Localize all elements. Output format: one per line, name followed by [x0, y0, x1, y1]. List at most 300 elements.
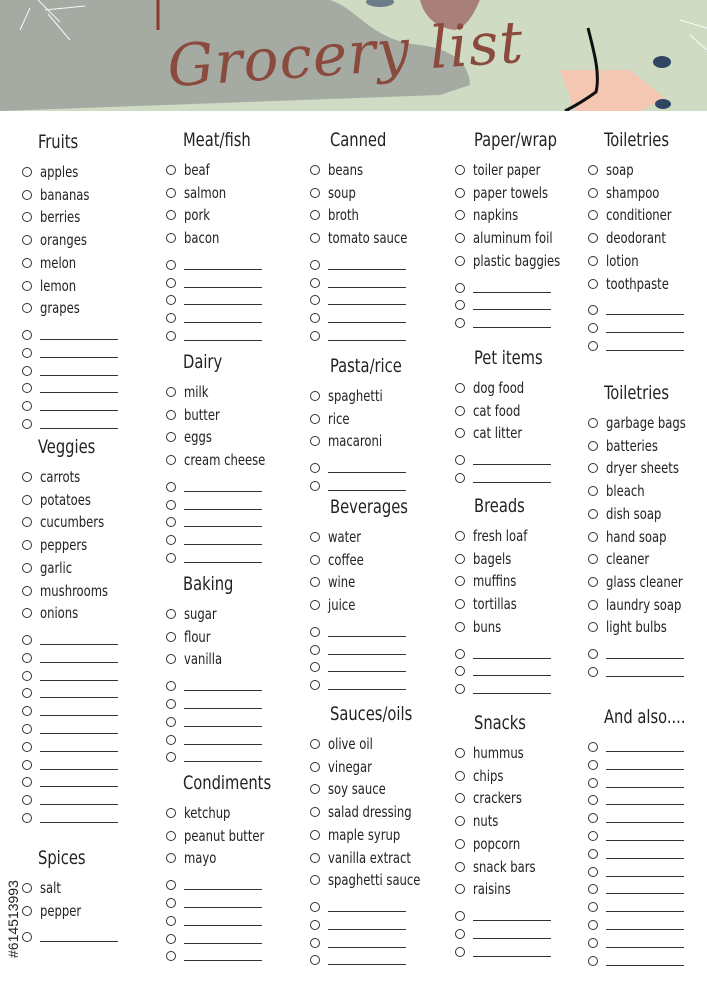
- checkbox-circle[interactable]: [455, 622, 465, 632]
- checkbox-circle[interactable]: [310, 645, 320, 655]
- checkbox-circle[interactable]: [310, 875, 320, 885]
- write-in-line[interactable]: [184, 544, 262, 545]
- checkbox-circle[interactable]: [22, 653, 32, 663]
- checkbox-circle[interactable]: [310, 577, 320, 587]
- checkbox-circle[interactable]: [22, 671, 32, 681]
- checkbox-circle[interactable]: [455, 383, 465, 393]
- checkbox-circle[interactable]: [310, 739, 320, 749]
- write-in-line[interactable]: [473, 482, 551, 483]
- item-label: vanilla extract: [328, 848, 411, 867]
- checkbox-circle[interactable]: [455, 839, 465, 849]
- item-label: tortillas: [473, 595, 517, 614]
- checkbox-circle[interactable]: [22, 330, 32, 340]
- checkbox-circle[interactable]: [455, 406, 465, 416]
- checkbox-circle[interactable]: [588, 305, 598, 315]
- write-in-line[interactable]: [473, 693, 551, 694]
- write-in-line[interactable]: [606, 840, 684, 841]
- write-in-line[interactable]: [40, 804, 118, 805]
- checkbox-circle[interactable]: [166, 752, 176, 762]
- checkbox-circle[interactable]: [310, 920, 320, 930]
- checkbox-circle[interactable]: [455, 318, 465, 328]
- write-in-line[interactable]: [473, 464, 551, 465]
- item-label: cat food: [473, 401, 521, 420]
- list-item: [22, 535, 95, 555]
- write-in-line[interactable]: [40, 339, 118, 340]
- checkbox-circle[interactable]: [588, 233, 598, 243]
- list-item: [455, 183, 560, 203]
- checkbox-circle[interactable]: [166, 278, 176, 288]
- checkbox-circle[interactable]: [588, 795, 598, 805]
- write-in-line[interactable]: [184, 907, 262, 908]
- write-in-line[interactable]: [328, 304, 406, 305]
- checkbox-circle[interactable]: [310, 313, 320, 323]
- checkbox-circle[interactable]: [455, 165, 465, 175]
- write-in-line[interactable]: [184, 889, 262, 890]
- list-item: [310, 572, 360, 592]
- write-in-line[interactable]: [40, 733, 118, 734]
- write-in-line[interactable]: [40, 644, 118, 645]
- checkbox-circle[interactable]: [310, 278, 320, 288]
- blank-item: [22, 414, 118, 434]
- write-in-line[interactable]: [40, 751, 118, 752]
- item-label: snack bars: [473, 857, 536, 876]
- checkbox-circle[interactable]: [588, 165, 598, 175]
- checkbox-circle[interactable]: [166, 880, 176, 890]
- write-in-line[interactable]: [40, 662, 118, 663]
- checkbox-circle[interactable]: [310, 680, 320, 690]
- write-in-line[interactable]: [328, 911, 406, 912]
- checkbox-circle[interactable]: [455, 599, 465, 609]
- checkbox-circle[interactable]: [588, 210, 598, 220]
- write-in-line[interactable]: [606, 804, 684, 805]
- list-item: [455, 788, 530, 808]
- checkbox-circle[interactable]: [588, 554, 598, 564]
- write-in-line[interactable]: [328, 929, 406, 930]
- checkbox-circle[interactable]: [588, 742, 598, 752]
- checkbox-circle[interactable]: [22, 348, 32, 358]
- checkbox-circle[interactable]: [22, 540, 32, 550]
- checkbox-circle[interactable]: [310, 481, 320, 491]
- checkbox-circle[interactable]: [588, 956, 598, 966]
- blank-item: [166, 946, 262, 966]
- item-label: nuts: [473, 812, 499, 831]
- checkbox-circle[interactable]: [588, 867, 598, 877]
- write-in-line[interactable]: [40, 769, 118, 770]
- checkbox-circle[interactable]: [22, 635, 32, 645]
- write-in-line[interactable]: [606, 893, 684, 894]
- write-in-line[interactable]: [184, 340, 262, 341]
- checkbox-circle[interactable]: [166, 410, 176, 420]
- write-in-line[interactable]: [184, 322, 262, 323]
- checkbox-circle[interactable]: [166, 934, 176, 944]
- item-label: mushrooms: [40, 581, 109, 600]
- checkbox-circle[interactable]: [588, 849, 598, 859]
- checkbox-circle[interactable]: [588, 778, 598, 788]
- list-item: [455, 526, 536, 546]
- header-banner: [0, 0, 707, 111]
- checkbox-circle[interactable]: [22, 258, 32, 268]
- checkbox-circle[interactable]: [310, 853, 320, 863]
- write-in-line[interactable]: [606, 332, 684, 333]
- write-in-line[interactable]: [184, 304, 262, 305]
- checkbox-circle[interactable]: [22, 517, 32, 527]
- checkbox-circle[interactable]: [310, 762, 320, 772]
- checkbox-circle[interactable]: [310, 165, 320, 175]
- checkbox-circle[interactable]: [588, 532, 598, 542]
- checkbox-circle[interactable]: [22, 281, 32, 291]
- write-in-line[interactable]: [473, 675, 551, 676]
- write-in-line[interactable]: [473, 327, 551, 328]
- list-item: [455, 160, 551, 180]
- checkbox-circle[interactable]: [455, 666, 465, 676]
- checkbox-circle[interactable]: [588, 509, 598, 519]
- item-label: salmon: [184, 183, 227, 202]
- checkbox-circle[interactable]: [166, 387, 176, 397]
- write-in-line[interactable]: [184, 960, 262, 961]
- checkbox-circle[interactable]: [588, 441, 598, 451]
- checkbox-circle[interactable]: [588, 279, 598, 289]
- write-in-line[interactable]: [606, 658, 684, 659]
- checkbox-circle[interactable]: [310, 188, 320, 198]
- write-in-line[interactable]: [606, 350, 684, 351]
- checkbox-circle[interactable]: [166, 553, 176, 563]
- write-in-line[interactable]: [184, 526, 262, 527]
- checkbox-circle[interactable]: [588, 323, 598, 333]
- write-in-line[interactable]: [328, 269, 406, 270]
- checkbox-circle[interactable]: [455, 256, 465, 266]
- checkbox-circle[interactable]: [588, 577, 598, 587]
- item-label: cucumbers: [40, 513, 105, 532]
- item-label: fresh loaf: [473, 527, 528, 545]
- checkbox-circle[interactable]: [166, 432, 176, 442]
- checkbox-circle[interactable]: [22, 706, 32, 716]
- list-item: [310, 734, 380, 754]
- checkbox-circle[interactable]: [310, 627, 320, 637]
- checkbox-circle[interactable]: [455, 554, 465, 564]
- checkbox-circle[interactable]: [310, 463, 320, 473]
- checkbox-circle[interactable]: [310, 210, 320, 220]
- write-in-line[interactable]: [184, 491, 262, 492]
- blank-item: [310, 675, 406, 695]
- list-item: [588, 228, 676, 248]
- checkbox-circle[interactable]: [588, 600, 598, 610]
- write-in-line[interactable]: [184, 690, 262, 691]
- checkbox-circle[interactable]: [455, 283, 465, 293]
- item-label: wine: [328, 573, 356, 592]
- checkbox-circle[interactable]: [310, 902, 320, 912]
- list-item: [166, 649, 228, 669]
- write-in-line[interactable]: [606, 911, 684, 912]
- checkbox-circle[interactable]: [22, 688, 32, 698]
- checkbox-circle[interactable]: [455, 210, 465, 220]
- checkbox-circle[interactable]: [588, 463, 598, 473]
- write-in-line[interactable]: [184, 269, 262, 270]
- checkbox-circle[interactable]: [588, 622, 598, 632]
- item-label: beaf: [184, 161, 210, 179]
- write-in-line[interactable]: [473, 938, 551, 939]
- checkbox-circle[interactable]: [166, 717, 176, 727]
- write-in-line[interactable]: [184, 287, 262, 288]
- write-in-line[interactable]: [40, 392, 118, 393]
- list-item: [166, 160, 214, 180]
- list-item: [588, 481, 651, 501]
- checkbox-circle[interactable]: [22, 742, 32, 752]
- checkbox-circle[interactable]: [310, 830, 320, 840]
- write-in-line[interactable]: [606, 965, 684, 966]
- checkbox-circle[interactable]: [166, 609, 176, 619]
- checkbox-circle[interactable]: [455, 455, 465, 465]
- write-in-line[interactable]: [328, 472, 406, 473]
- write-in-line[interactable]: [473, 309, 551, 310]
- section-heading: Condiments: [183, 772, 272, 794]
- checkbox-circle[interactable]: [310, 955, 320, 965]
- checkbox-circle[interactable]: [310, 295, 320, 305]
- checkbox-circle[interactable]: [588, 831, 598, 841]
- write-in-line[interactable]: [328, 671, 406, 672]
- checkbox-circle[interactable]: [455, 771, 465, 781]
- checkbox-circle[interactable]: [22, 235, 32, 245]
- write-in-line[interactable]: [184, 925, 262, 926]
- write-in-line[interactable]: [184, 761, 262, 762]
- checkbox-circle[interactable]: [310, 260, 320, 270]
- list-item: [588, 160, 638, 180]
- checkbox-circle[interactable]: [588, 667, 598, 677]
- checkbox-circle[interactable]: [166, 735, 176, 745]
- checkbox-circle[interactable]: [455, 929, 465, 939]
- list-item: [310, 848, 424, 868]
- blank-item: [455, 468, 551, 488]
- checkbox-circle[interactable]: [455, 793, 465, 803]
- checkbox-circle[interactable]: [310, 555, 320, 565]
- list-item: [22, 581, 119, 601]
- checkbox-circle[interactable]: [455, 649, 465, 659]
- checkbox-circle[interactable]: [166, 681, 176, 691]
- checkbox-circle[interactable]: [166, 331, 176, 341]
- checkbox-circle[interactable]: [455, 684, 465, 694]
- item-label: soup: [328, 183, 356, 202]
- write-in-line[interactable]: [328, 947, 406, 948]
- checkbox-circle[interactable]: [455, 911, 465, 921]
- item-label: maple syrup: [328, 825, 401, 844]
- checkbox-circle[interactable]: [166, 455, 176, 465]
- item-label: flour: [184, 627, 211, 646]
- checkbox-circle[interactable]: [166, 632, 176, 642]
- write-in-line[interactable]: [184, 509, 262, 510]
- item-label: chips: [473, 766, 504, 785]
- write-in-line[interactable]: [40, 715, 118, 716]
- checkbox-circle[interactable]: [310, 784, 320, 794]
- write-in-line[interactable]: [40, 357, 118, 358]
- checkbox-circle[interactable]: [588, 188, 598, 198]
- write-in-line[interactable]: [184, 726, 262, 727]
- checkbox-circle[interactable]: [310, 414, 320, 424]
- checkbox-circle[interactable]: [166, 535, 176, 545]
- item-label: pepper: [40, 901, 82, 920]
- list-item: [22, 878, 64, 898]
- checkbox-circle[interactable]: [455, 300, 465, 310]
- write-in-line[interactable]: [473, 658, 551, 659]
- write-in-line[interactable]: [606, 751, 684, 752]
- checkbox-circle[interactable]: [455, 947, 465, 957]
- checkbox-circle[interactable]: [166, 808, 176, 818]
- checkbox-circle[interactable]: [22, 212, 32, 222]
- write-in-line[interactable]: [473, 920, 551, 921]
- write-in-line[interactable]: [328, 636, 406, 637]
- write-in-line[interactable]: [40, 697, 118, 698]
- checkbox-circle[interactable]: [310, 233, 320, 243]
- checkbox-circle[interactable]: [166, 210, 176, 220]
- write-in-line[interactable]: [328, 340, 406, 341]
- write-in-line[interactable]: [184, 943, 262, 944]
- write-in-line[interactable]: [473, 292, 551, 293]
- blank-item: [166, 326, 262, 346]
- checkbox-circle[interactable]: [310, 807, 320, 817]
- write-in-line[interactable]: [40, 822, 118, 823]
- list-item: [22, 276, 82, 296]
- write-in-line[interactable]: [40, 410, 118, 411]
- checkbox-circle[interactable]: [455, 473, 465, 483]
- item-label: melon: [40, 253, 77, 272]
- checkbox-circle[interactable]: [455, 862, 465, 872]
- checkbox-circle[interactable]: [310, 391, 320, 401]
- checkbox-circle[interactable]: [166, 853, 176, 863]
- write-in-line[interactable]: [328, 287, 406, 288]
- write-in-line[interactable]: [328, 490, 406, 491]
- checkbox-circle[interactable]: [310, 662, 320, 672]
- write-in-line[interactable]: [328, 654, 406, 655]
- checkbox-circle[interactable]: [588, 341, 598, 351]
- write-in-line[interactable]: [328, 689, 406, 690]
- checkbox-circle[interactable]: [310, 532, 320, 542]
- write-in-line[interactable]: [40, 941, 118, 942]
- write-in-line[interactable]: [606, 929, 684, 930]
- checkbox-circle[interactable]: [588, 938, 598, 948]
- list-item: [455, 811, 502, 831]
- checkbox-circle[interactable]: [166, 500, 176, 510]
- write-in-line[interactable]: [328, 322, 406, 323]
- checkbox-circle[interactable]: [455, 884, 465, 894]
- checkbox-circle[interactable]: [310, 436, 320, 446]
- checkbox-circle[interactable]: [588, 902, 598, 912]
- checkbox-circle[interactable]: [588, 884, 598, 894]
- checkbox-circle[interactable]: [22, 724, 32, 734]
- item-label: olive oil: [328, 735, 373, 753]
- checkbox-circle[interactable]: [22, 495, 32, 505]
- checkbox-circle[interactable]: [166, 313, 176, 323]
- section-heading: Pet items: [474, 347, 543, 369]
- write-in-line[interactable]: [606, 769, 684, 770]
- watermark-id: #614513993: [5, 880, 21, 958]
- write-in-line[interactable]: [40, 375, 118, 376]
- item-label: batteries: [606, 436, 658, 455]
- write-in-line[interactable]: [606, 858, 684, 859]
- list-item: [22, 230, 95, 250]
- write-in-line[interactable]: [606, 822, 684, 823]
- checkbox-circle[interactable]: [22, 472, 32, 482]
- checkbox-circle[interactable]: [22, 401, 32, 411]
- checkbox-circle[interactable]: [588, 920, 598, 930]
- item-label: vanilla: [184, 650, 223, 669]
- write-in-line[interactable]: [606, 876, 684, 877]
- checkbox-circle[interactable]: [166, 517, 176, 527]
- write-in-line[interactable]: [40, 786, 118, 787]
- checkbox-circle[interactable]: [166, 233, 176, 243]
- checkbox-circle[interactable]: [22, 608, 32, 618]
- blank-item: [588, 951, 684, 971]
- write-in-line[interactable]: [606, 314, 684, 315]
- item-label: dryer sheets: [606, 459, 679, 478]
- checkbox-circle[interactable]: [455, 188, 465, 198]
- checkbox-circle[interactable]: [310, 938, 320, 948]
- checkbox-circle[interactable]: [22, 563, 32, 573]
- checkbox-circle[interactable]: [455, 531, 465, 541]
- item-label: glass cleaner: [606, 572, 683, 591]
- checkbox-circle[interactable]: [166, 482, 176, 492]
- write-in-line[interactable]: [606, 787, 684, 788]
- item-label: toothpaste: [606, 274, 669, 293]
- checkbox-circle[interactable]: [588, 486, 598, 496]
- list-item: [588, 572, 695, 592]
- checkbox-circle[interactable]: [310, 600, 320, 610]
- write-in-line[interactable]: [40, 680, 118, 681]
- checkbox-circle[interactable]: [166, 916, 176, 926]
- write-in-line[interactable]: [184, 562, 262, 563]
- checkbox-circle[interactable]: [166, 654, 176, 664]
- checkbox-circle[interactable]: [22, 586, 32, 596]
- checkbox-circle[interactable]: [166, 165, 176, 175]
- checkbox-circle[interactable]: [455, 233, 465, 243]
- checkbox-circle[interactable]: [166, 260, 176, 270]
- item-label: carrots: [40, 468, 81, 486]
- checkbox-circle[interactable]: [22, 383, 32, 393]
- checkbox-circle[interactable]: [588, 649, 598, 659]
- checkbox-circle[interactable]: [455, 428, 465, 438]
- write-in-line[interactable]: [473, 956, 551, 957]
- checkbox-circle[interactable]: [166, 831, 176, 841]
- write-in-line[interactable]: [606, 676, 684, 677]
- checkbox-circle[interactable]: [166, 699, 176, 709]
- write-in-line[interactable]: [184, 708, 262, 709]
- checkbox-circle[interactable]: [310, 331, 320, 341]
- item-label: butter: [184, 405, 220, 424]
- checkbox-circle[interactable]: [588, 418, 598, 428]
- item-label: popcorn: [473, 834, 521, 853]
- checkbox-circle[interactable]: [588, 813, 598, 823]
- checkbox-circle[interactable]: [22, 303, 32, 313]
- checkbox-circle[interactable]: [166, 951, 176, 961]
- checkbox-circle[interactable]: [588, 256, 598, 266]
- checkbox-circle[interactable]: [22, 366, 32, 376]
- write-in-line[interactable]: [328, 964, 406, 965]
- checkbox-circle[interactable]: [166, 188, 176, 198]
- list-item: [588, 458, 691, 478]
- write-in-line[interactable]: [40, 428, 118, 429]
- checkbox-circle[interactable]: [455, 748, 465, 758]
- checkbox-circle[interactable]: [22, 167, 32, 177]
- checkbox-circle[interactable]: [455, 816, 465, 826]
- item-label: bananas: [40, 185, 90, 204]
- checkbox-circle[interactable]: [588, 760, 598, 770]
- checkbox-circle[interactable]: [166, 295, 176, 305]
- write-in-line[interactable]: [606, 947, 684, 948]
- checkbox-circle[interactable]: [166, 898, 176, 908]
- checkbox-circle[interactable]: [455, 576, 465, 586]
- list-item: [455, 423, 530, 443]
- list-item: [166, 627, 215, 647]
- checkbox-circle[interactable]: [22, 190, 32, 200]
- write-in-line[interactable]: [184, 744, 262, 745]
- checkbox-circle[interactable]: [22, 419, 32, 429]
